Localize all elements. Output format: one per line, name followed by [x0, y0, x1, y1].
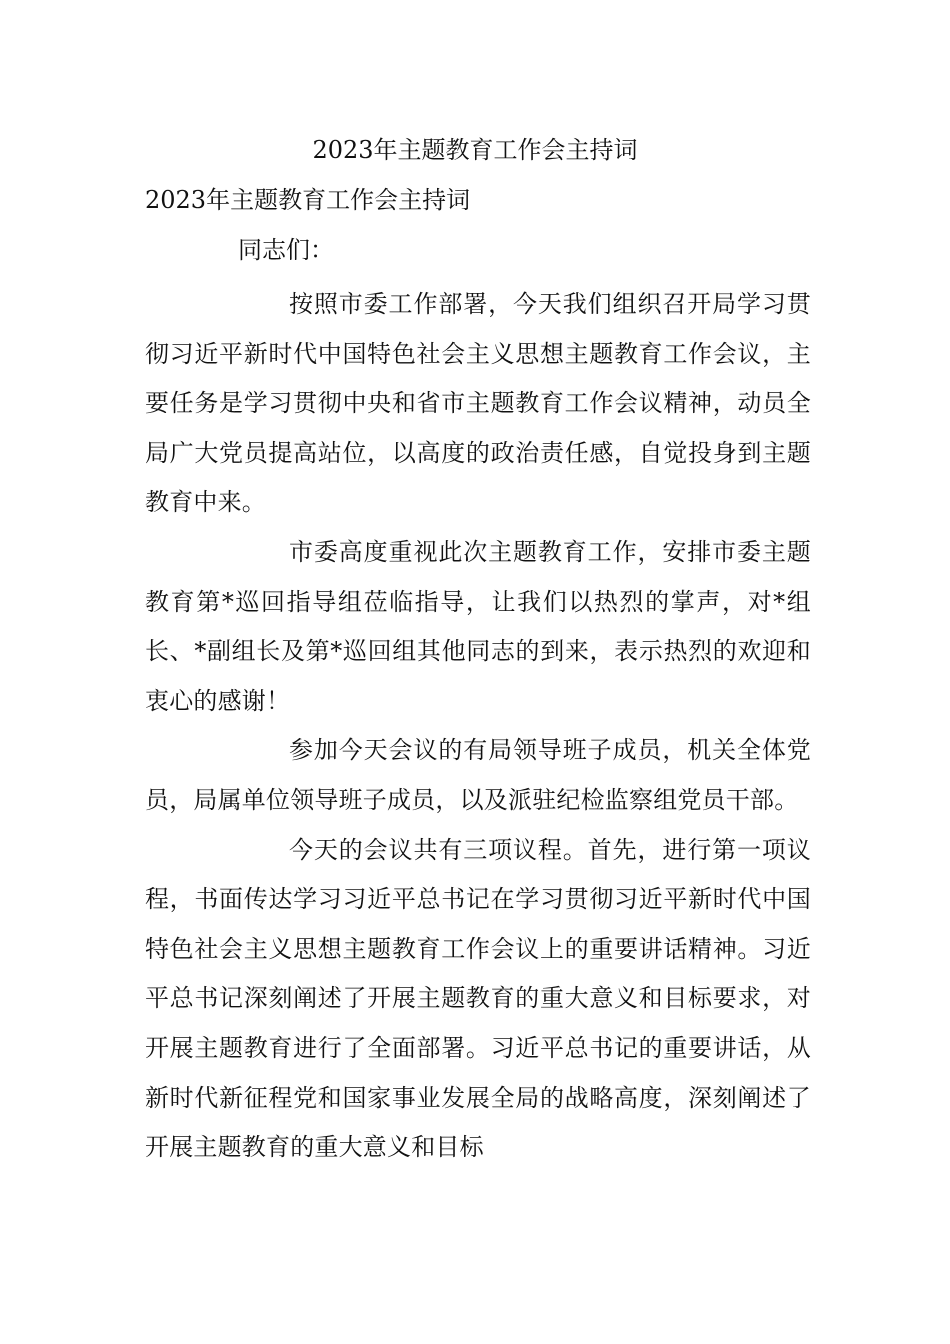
paragraph: 按照市委工作部署，今天我们组织召开局学习贯彻习近平新时代中国特色社会主义思想主题教育工作会议，主要任务是学习贯彻中央和省市主题教育工作会议精神，动员全局广大党员提高站位，以高度的政治责任感，自觉投身到主题教育中来。 [145, 290, 811, 517]
greeting: 同志们： [238, 236, 334, 264]
paragraph: 市委高度重视此次主题教育工作，安排市委主题教育第*巡回指导组莅临指导，让我们以热烈的掌声，对*组长、*副组长及第*巡回组其他同志的到来，表示热烈的欢迎和衷心的感谢！ [145, 537, 811, 715]
document-title: 2023年主题教育工作会主持词 [312, 136, 638, 164]
paragraph: 参加今天会议的有局领导班子成员，机关全体党员，局属单位领导班子成员，以及派驻纪检监察组党员干部。 [145, 736, 811, 814]
paragraph: 今天的会议共有三项议程。首先，进行第一项议程，书面传达学习习近平总书记在学习贯彻习近平新时代中国特色社会主义思想主题教育工作会议上的重要讲话精神。习近平总书记深刻阐述了开展主题教育的重大意义和目标要求，对开展主题教育进行了全面部署。习近平总书记的重要讲话，从新时代新征程党和国家事业发展全局的战略高度，深刻阐述了开展主题教育的重大意义和目标 [145, 835, 811, 1162]
document-subtitle: 2023年主题教育工作会主持词 [145, 186, 471, 214]
document-body [145, 280, 811, 1173]
